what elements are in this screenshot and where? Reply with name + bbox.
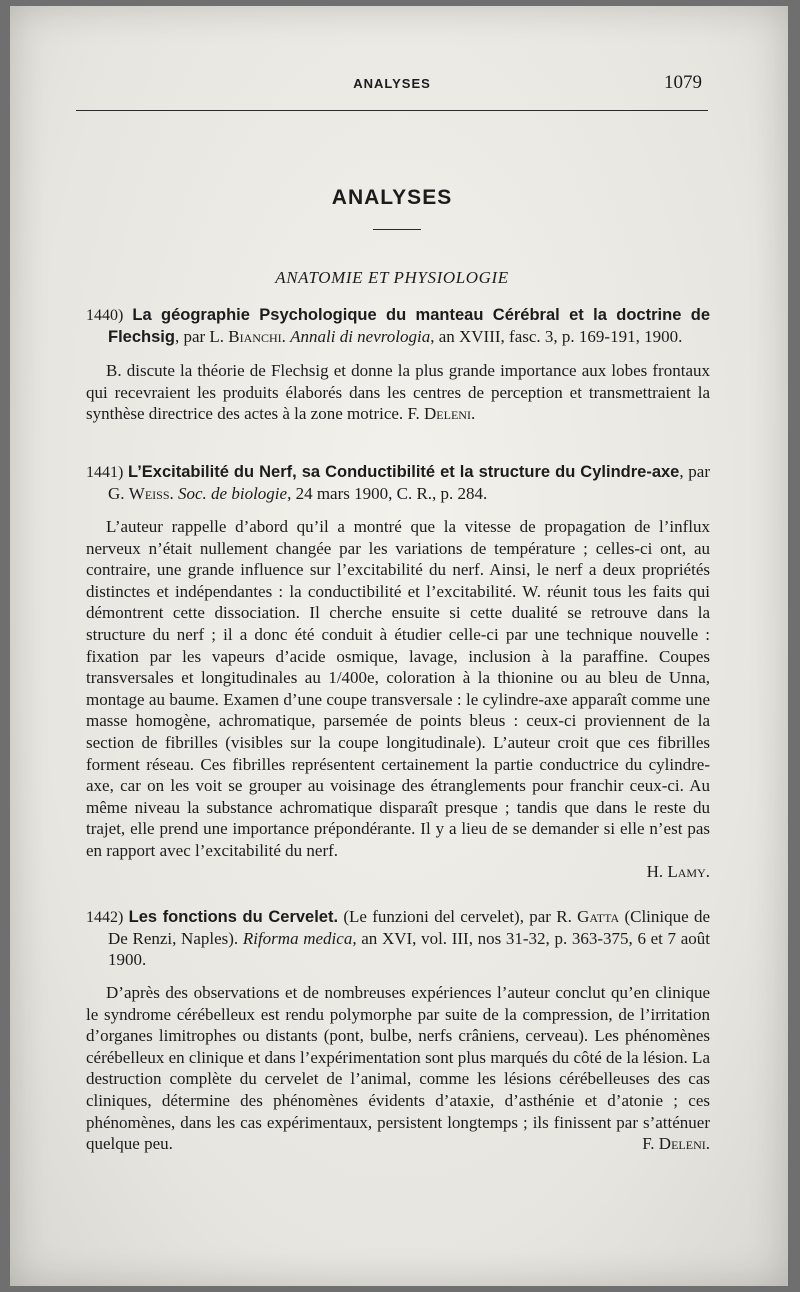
entry-heading xyxy=(86,906,710,970)
entry-author: Bianchi xyxy=(228,327,282,346)
entry-journal: Soc. de biologie xyxy=(178,484,288,503)
entry-body: D’après des observations et de nombreuses expériences l’auteur conclut qu’en clinique le syndrome cérébelleux est rendu polymorphe par suite de la compression, de l’irritation d’organes limitrophes ou distants (pont, bulbe, nerfs crâniens, cerveau). Les phénomènes cérébelleux en clinique et dans l’expérimentation sont plus marqués du côté de la lésion. La destruction complète du cervelet de l’animal, comme les lésions cérébelleuses des cas cliniques, détermine des phénomènes évidents d’ataxie, d’asthénie et d’atonie ; ces phénomènes, dans les cas expérimentaux, persistent longtemps ; ils finissent par s’atténuer quelque peu. xyxy=(86,983,710,1154)
page xyxy=(10,6,788,1286)
entry-reference: , an XVIII, fasc. 3, p. 169-191, 1900. xyxy=(430,327,683,346)
entry-affiliation: (Clinique de De Renzi, Naples). xyxy=(108,907,710,948)
entry-reference: , an XVI, vol. III, nos 31-32, p. 363-375, 6 et 7 août 1900. xyxy=(108,929,710,969)
entry-number: 1441) xyxy=(86,464,124,481)
entry-signature: F. Deleni. xyxy=(407,404,476,424)
entry-body-text: B. discute la théorie de Flechsig et donne la plus grande importance aux lobes frontaux qui recevraient les produits élaborés dans les centres de perception et transmettraient la synthèse directrice des actes à la zone motrice. xyxy=(86,361,710,424)
entry-signature: H. Lamy. xyxy=(646,861,710,881)
entry-title: La géographie Psychologique du manteau Cérébral et la doctrine de Flechsig xyxy=(108,306,710,346)
entry-by: , par L. xyxy=(174,327,229,346)
entry-body xyxy=(86,360,710,425)
entry-author: Gatta xyxy=(577,907,620,926)
entry-signature-block xyxy=(647,862,710,882)
entry-title: Les fonctions du Cervelet. xyxy=(128,908,339,926)
section-title: ANALYSES xyxy=(331,186,453,209)
entry-1441 xyxy=(86,461,710,882)
page-number: 1079 xyxy=(664,72,702,93)
entry-heading xyxy=(86,461,710,504)
subsection-title: ANATOMIE ET PHYSIOLOGIE xyxy=(275,268,509,287)
entry-journal: Annali di nevrologia xyxy=(290,327,431,346)
running-header xyxy=(76,72,708,100)
entry-title: L’Excitabilité du Nerf, sa Conductibilité et la structure du Cylindre-axe xyxy=(128,463,680,481)
entry-signature: F. Deleni. xyxy=(642,1133,710,1153)
entry-1442 xyxy=(86,906,710,1155)
entry-signature-block xyxy=(642,1134,710,1154)
entry-ref-separator: . xyxy=(169,484,179,503)
entry-number: 1442) xyxy=(86,909,124,926)
entry-author: Weiss xyxy=(128,484,170,503)
entry-journal: Riforma medica xyxy=(242,929,353,948)
running-title: ANALYSES xyxy=(353,76,431,91)
entry-heading: 1440) La géographie Psychologique du manteau Cérébral et la doctrine de Flechsig, par L. Bianchi. Annali di nevrologia, an XVIII, fasc. 3, p. 169-191, 1900. xyxy=(86,306,710,346)
entry-by: , par G. xyxy=(108,462,711,503)
header-rule xyxy=(76,110,708,111)
entry-1440 xyxy=(86,304,710,425)
entry-body: L’auteur rappelle d’abord qu’il a montré que la vitesse de propagation de l’influx nerveux n’était nullement changée par les variations de température ; celles-ci ont, au contraire, une grande influence sur l’excitabilité du nerf. Ainsi, le nerf a deux propriétés distinctes et indépendantes : la conductibilité et l’excitabilité. W. réunit tous les faits qui démontrent cette dissociation. Il cherche ensuite si cette dualité se retrouve dans la structure du nerf ; il a donc été conduit à étudier celle-ci par une technique nouvelle : fixation par les vapeurs d’acide osmique, lavage, inclusion à la paraffine. Coupes transversales et longitudinales au 1/400e, coloration à la thionine ou au bleu de Unna, montage au baume. Examen d’une coupe transversale : le cylindre-axe apparaît comme une masse homogène, achromatique, parsemée de points bleus : ceux-ci proviennent de la section de fibrilles (visibles sur la coupe longitudinale). L’auteur croit que ces fibrilles forment réseau. Ces fibrilles représentent certainement la partie conductrice du cylindre-axe, car on les voit se grouper au voisinage des étranglements pour franchir ceux-ci. Au même niveau la substance achromatique disparaît presque ; tandis que dans le reste du trajet, elle prend une importance prépondérante. Il y a lieu de se demander si elle n’est pas en rapport avec l’excitabilité du nerf. xyxy=(86,517,710,860)
entry-subtitle: (Le funzioni del cervelet), par R. xyxy=(338,907,578,926)
entry-reference: , 24 mars 1900, C. R., p. 284. xyxy=(287,484,488,503)
title-rule xyxy=(373,229,421,230)
entry-number: 1440) xyxy=(86,307,124,324)
